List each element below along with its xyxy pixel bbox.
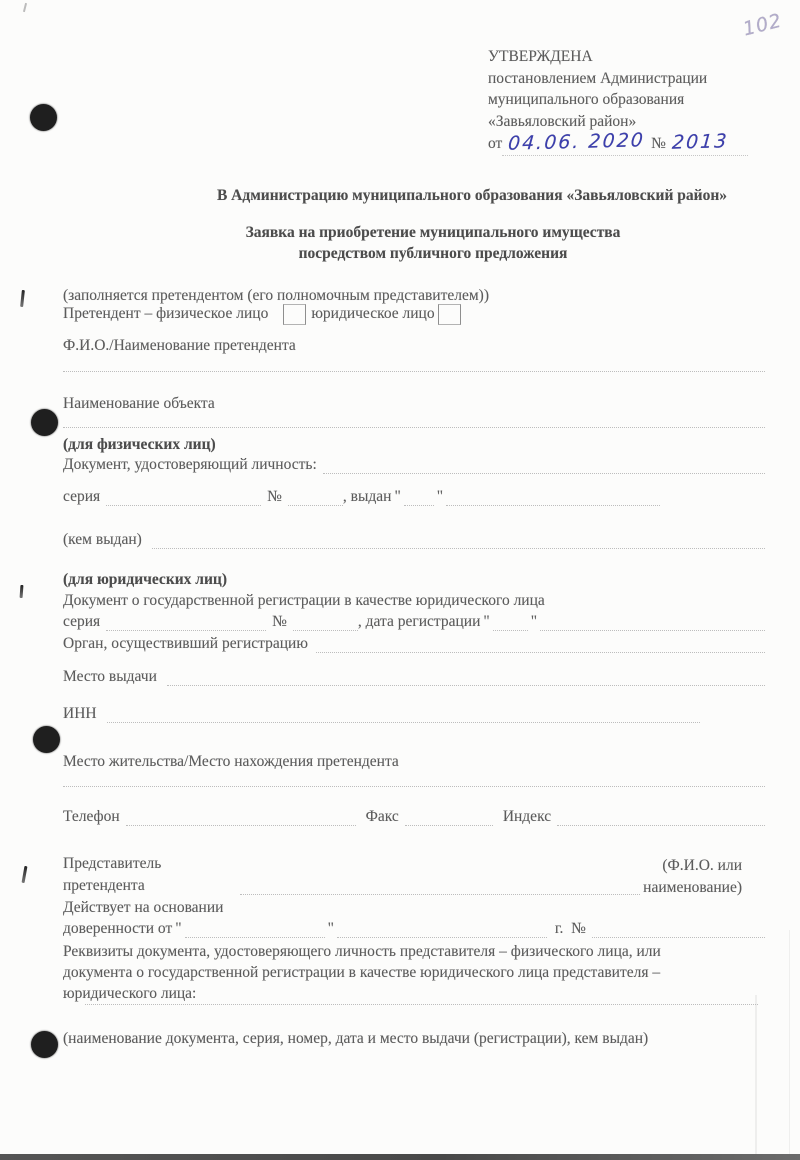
reg-authority-label: Орган, осуществивший регистрацию	[63, 635, 308, 652]
requisites-line: документа о государственной регистрации в качестве юридического лица представителя –	[63, 964, 661, 981]
open-quote: "	[483, 613, 490, 630]
phone-blank	[126, 810, 356, 826]
representative-note	[600, 855, 742, 899]
poa-day-blank	[185, 922, 325, 938]
close-quote: "	[327, 920, 334, 937]
individual-checkbox	[283, 304, 306, 325]
reg-authority-row	[63, 635, 765, 653]
inn-row	[63, 705, 700, 723]
handwritten-page-number: 102	[740, 9, 785, 41]
series-blank	[106, 490, 261, 506]
residence-blank-line	[63, 770, 765, 787]
issue-day-blank	[404, 490, 434, 506]
open-quote: "	[175, 920, 182, 937]
state-reg-label: Документ о государственной регистрации в качестве юридического лица	[63, 592, 545, 609]
phone-fax-index-row	[63, 808, 765, 826]
fill-note: (заполняется претендентом (его полномочным представителем))	[63, 287, 489, 304]
scan-streak	[755, 995, 757, 1160]
poa-number-blank	[592, 922, 765, 938]
fax-blank	[405, 810, 493, 826]
issued-by-row	[63, 531, 765, 549]
approval-date-line	[488, 129, 790, 156]
scan-corner-mark	[23, 3, 27, 12]
approval-line: постановлением Администрации	[488, 69, 708, 87]
legal-entity-checkbox	[438, 304, 461, 325]
scan-bottom-edge	[0, 1154, 800, 1160]
residence-label: Место жительства/Место нахождения претендента	[63, 753, 399, 770]
reg-series-row	[63, 613, 765, 631]
handwritten-number: 2013	[671, 130, 730, 154]
reg-day-blank	[493, 615, 528, 631]
series-label: серия	[63, 613, 101, 630]
fio-blank-line	[63, 355, 765, 372]
approval-block	[488, 46, 790, 156]
form-title	[100, 222, 766, 264]
representative-blank-line	[240, 878, 640, 895]
representative-note-line2: наименование)	[643, 879, 742, 896]
fax-label: Факс	[365, 808, 399, 825]
requisites-line: Реквизиты документа, удостоверяющего личность представителя – физического лица, или	[63, 943, 661, 960]
identity-doc-label: Документ, удостоверяющий личность:	[63, 456, 317, 473]
scan-ink-mark	[20, 290, 25, 307]
reg-authority-blank	[316, 637, 765, 653]
year-number-label: г. №	[554, 920, 586, 937]
legal-section-header: (для юридических лиц)	[63, 571, 228, 588]
approval-line: УТВЕРЖДЕНА	[488, 48, 593, 65]
identity-doc-row	[63, 456, 765, 474]
scan-ink-mark	[22, 866, 28, 883]
index-label: Индекс	[502, 808, 552, 825]
issue-date-blank	[446, 490, 660, 506]
number-blank	[293, 615, 358, 631]
open-quote: "	[394, 488, 401, 505]
close-quote: "	[436, 488, 444, 505]
approval-line: «Завьяловский район»	[488, 112, 637, 130]
individuals-section-header: (для физических лиц)	[63, 436, 216, 453]
form-title-line2: посредством публичного предложения	[298, 245, 568, 262]
addressee-line: В Администрацию муниципального образования «Завьяловский район»	[216, 187, 728, 204]
hole-punch-mark	[31, 1031, 58, 1058]
requisites-blank-line	[85, 988, 758, 1005]
issued-by-blank	[152, 533, 765, 549]
inn-blank	[107, 707, 700, 723]
hole-punch-mark	[31, 409, 58, 436]
date-prefix-label: от	[488, 135, 503, 152]
applicant-type-row	[63, 304, 461, 323]
place-of-issue-blank	[167, 670, 765, 686]
hole-punch-mark	[33, 726, 60, 753]
requisites-line: юридического лица:	[63, 985, 197, 1002]
object-label: Наименование объекта	[63, 395, 215, 412]
poa-month-blank	[337, 922, 547, 938]
acting-label-line1: Действует на основании	[63, 899, 224, 916]
form-title-line1: Заявка на приобретение муниципального имущества	[245, 224, 621, 241]
number-sign: №	[272, 613, 287, 630]
number-blank	[288, 490, 343, 506]
place-of-issue-row	[63, 668, 765, 686]
power-of-attorney-row	[63, 920, 765, 938]
handwritten-date: 04.06. 2020	[507, 129, 647, 155]
phone-label: Телефон	[63, 808, 120, 825]
representative-label-line1: Представитель	[63, 855, 162, 872]
representative-label-line2: претендента	[63, 877, 145, 894]
number-sign: №	[267, 488, 282, 505]
inn-label: ИНН	[63, 705, 97, 722]
series-label: серия	[63, 488, 101, 505]
identity-doc-blank	[323, 458, 765, 474]
legal-entity-label: юридическое лицо	[311, 305, 435, 322]
applicant-type-label: Претендент – физическое лицо	[63, 305, 269, 322]
number-sign: №	[651, 135, 666, 152]
object-blank-line	[63, 411, 765, 428]
document-details-note: (наименование документа, серия, номер, дата и место выдачи (регистрации), кем выдан)	[63, 1030, 649, 1047]
issued-label: , выдан	[342, 488, 392, 505]
passport-series-row	[63, 488, 660, 506]
hole-punch-mark	[30, 104, 57, 131]
reg-date-label: , дата регистрации	[357, 613, 481, 630]
index-blank	[557, 810, 765, 826]
close-quote: "	[530, 613, 538, 630]
approval-line: муниципального образования	[488, 91, 685, 108]
place-of-issue-label: Место выдачи	[63, 668, 157, 685]
representative-note-line1: (Ф.И.О. или	[662, 857, 742, 874]
acting-label-line2: доверенности от	[63, 920, 173, 937]
reg-date-blank	[540, 615, 765, 631]
fio-label: Ф.И.О./Наименование претендента	[63, 337, 296, 354]
scan-streak	[789, 930, 790, 1155]
series-blank	[106, 615, 266, 631]
scan-ink-mark	[20, 585, 24, 598]
approval-date-underline	[502, 129, 748, 156]
issued-by-label: (кем выдан)	[63, 531, 142, 548]
